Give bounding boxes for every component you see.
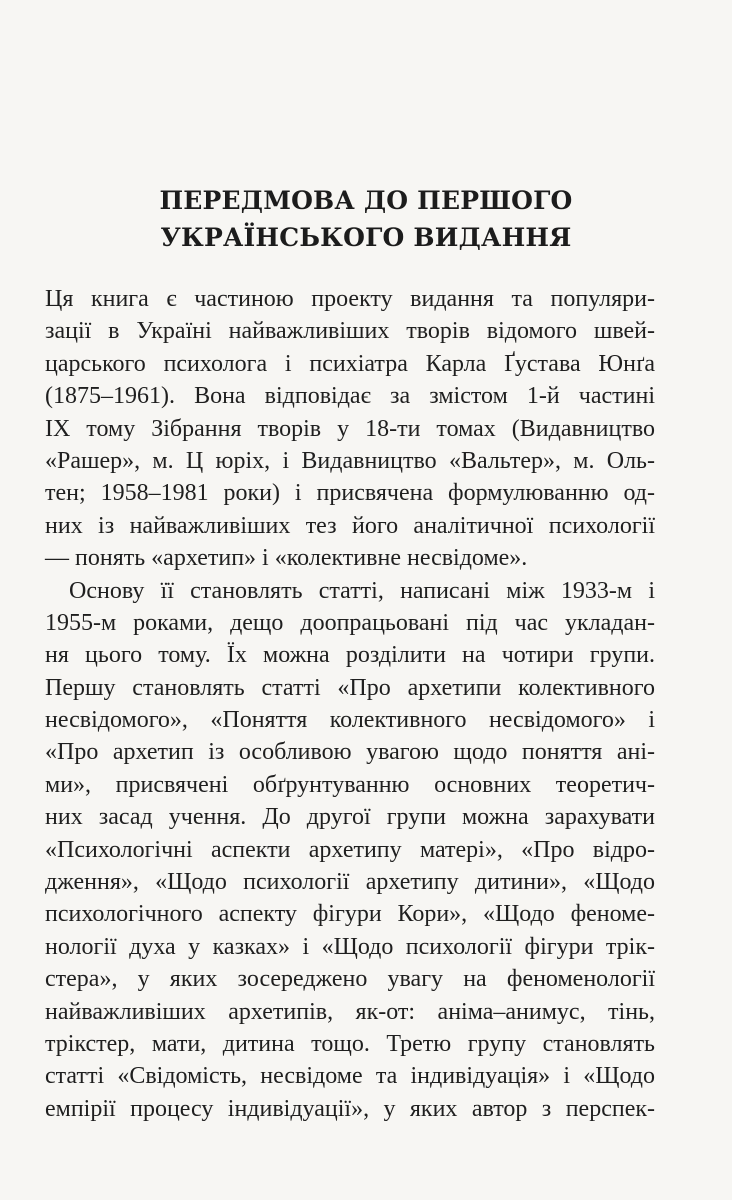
heading-line-1: ПЕРЕДМОВА ДО ПЕРШОГО xyxy=(159,186,573,215)
preface-body xyxy=(45,283,655,1125)
text-line: несвідомого», «Поняття колективного несвідомого» і xyxy=(45,707,655,734)
text-line: царського психолога і психіатра Карла Ґустава Юнґа xyxy=(45,350,655,377)
text-line: «Рашер», м. Ц юріх, і Видавництво «Вальтер», м. Оль- xyxy=(45,447,655,474)
text-line: емпірії процесу індивідуації», у яких автор з перспек- xyxy=(45,1095,655,1122)
text-line: тен; 1958–1981 роки) і присвячена формулюванню од- xyxy=(45,480,655,507)
text-line: найважливіших архетипів, як-от: аніма–анимус, тінь, xyxy=(45,998,655,1025)
chapter-heading xyxy=(0,182,732,256)
text-line: 1955-м роками, дещо доопрацьовані під час укладан- xyxy=(45,609,655,636)
text-line: «Психологічні аспекти архетипу матері», «Про відро- xyxy=(45,836,655,863)
text-line: Основу її становлять статті, написані між 1933-м і xyxy=(69,577,655,604)
text-line: Ця книга є частиною проекту видання та популяри- xyxy=(45,286,655,312)
text-line: ми», присвячені обґрунтуванню основних теоретич- xyxy=(45,771,655,798)
text-line: статті «Свідомість, несвідоме та індивідуація» і «Щодо xyxy=(45,1063,655,1090)
text-line: стера», у яких зосереджено увагу на феноменології xyxy=(45,966,655,993)
text-line: «Про архетип із особливою увагою щодо поняття ані- xyxy=(45,739,655,766)
text-line: психологічного аспекту фігури Кори», «Щодо феноме- xyxy=(45,901,655,928)
text-line: — понять «архетип» і «колективне несвідоме». xyxy=(45,545,528,572)
text-line: IX тому Зібрання творів у 18-ти томах (Видавництво xyxy=(45,415,655,442)
text-line: трікстер, мати, дитина тощо. Третю групу становлять xyxy=(45,1030,655,1057)
text-line: (1875–1961). Вона відповідає за змістом 1-й частині xyxy=(45,383,655,410)
text-line: дження», «Щодо психології архетипу дитини», «Щодо xyxy=(45,869,655,896)
heading-line-2: УКРАЇНСЬКОГО ВИДАННЯ xyxy=(160,223,572,252)
text-line: них засад учення. До другої групи можна зарахувати xyxy=(45,804,655,831)
text-line: Першу становлять статті «Про архетипи колективного xyxy=(45,674,655,701)
text-line: них із найважливіших тез його аналітичної психології xyxy=(45,512,655,539)
text-line: нології духа у казках» і «Щодо психології фігури трік- xyxy=(45,933,655,960)
text-line: зації в Україні найважливіших творів відомого швей- xyxy=(45,318,655,345)
text-line: ня цього тому. Їх можна розділити на чотири групи. xyxy=(45,642,655,669)
